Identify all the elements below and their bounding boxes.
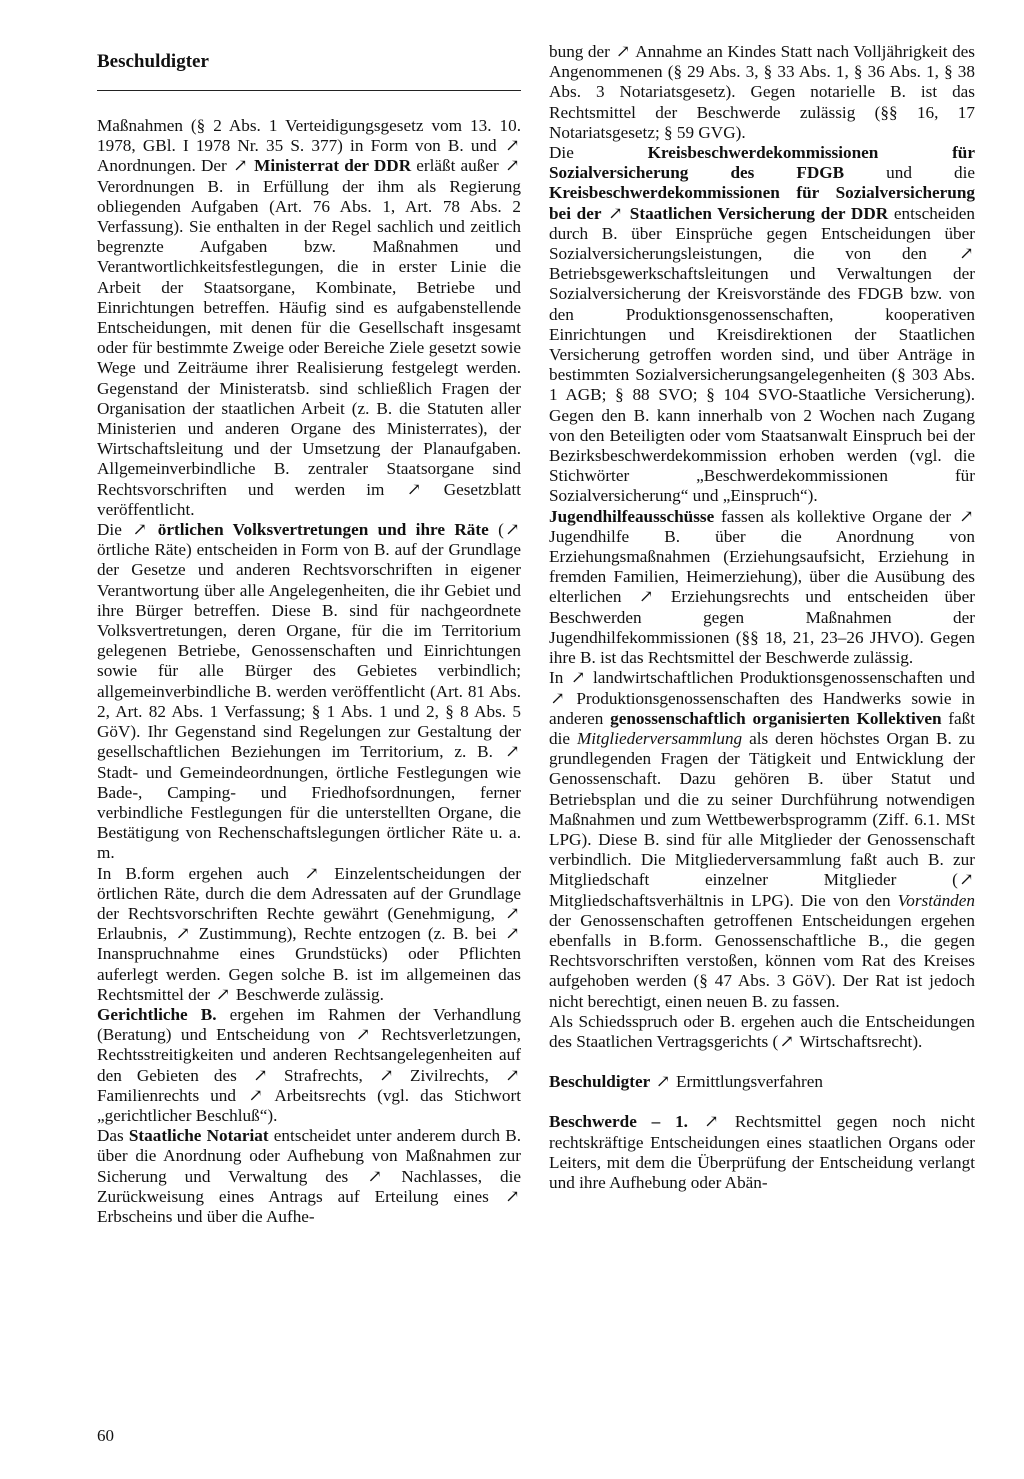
cross-reference-arrow-icon: ↗ [304, 863, 319, 883]
text-run: fassen als kollektive Organe der [714, 506, 958, 526]
text-run: Die [549, 143, 648, 163]
cross-reference-arrow-icon: ↗ [505, 924, 520, 944]
cross-reference-arrow-icon: ↗ [550, 688, 565, 708]
paragraph [97, 116, 521, 520]
text-run: Die [97, 520, 132, 540]
paragraph [549, 1072, 975, 1092]
paragraph [549, 42, 975, 143]
running-header: Beschuldigter [97, 51, 209, 72]
cross-reference-arrow-icon: ↗ [233, 156, 248, 176]
paragraph [97, 864, 521, 1005]
cross-reference-arrow-icon: ↗ [248, 1085, 263, 1105]
cross-reference-arrow-icon: ↗ [215, 984, 231, 1004]
cross-reference-arrow-icon: ↗ [959, 244, 974, 264]
bold-term: Beschuldigter [549, 1072, 651, 1092]
cross-reference-arrow-icon: ↗ [704, 1112, 719, 1132]
cross-reference-arrow-icon: ↗ [406, 479, 422, 499]
cross-reference-arrow-icon: ↗ [505, 520, 520, 540]
text-run: Nachlasses, die Zurückweisung eines Antrags auf Erteilung eines [97, 1166, 521, 1206]
text-run: In B.form ergehen auch [97, 863, 304, 883]
text-run: Verordnungen B. in Erfüllung der ihm als Regierung obliegenden Aufgaben (Art. 76 Abs. 1, Art. 78 Abs. 2 Verfassung). Sie enthalten in der Regel sachlich und zeitlich begrenzte Aufgaben bzw. Maßnahmen und Verantwortlichkeitsfestlegungen, die in erster Linie die Arbeit der Staatsorgane, Kombinate, Betriebe und Einrichtungen betreffen. Häufig sind es aufgabenstellende Entscheidungen, mit denen für die Gesellschaft insgesamt oder für bestimmte Zweige oder Bereiche Ziele gesetzt sowie Wege und Zeiträume ihrer Realisierung festgelegt werden. Gegenstand der Ministeratsb. sind schließlich Fragen der Organisation der staatlichen Arbeit (z. B. die Statuten aller Ministerien und anderen Organe des Ministerrates), der Wirtschaftsleitung und der Umsetzung der Planaufgaben. Allgemeinverbindliche B. zentraler Staatsorgane sind Rechtsvorschriften und werden im [97, 176, 521, 499]
cross-reference-arrow-icon: ↗ [655, 1072, 671, 1092]
cross-reference-arrow-icon: ↗ [355, 1025, 371, 1045]
text-run: Anordnungen. Der [97, 156, 232, 176]
paragraph [97, 520, 521, 863]
text-run: Familienrechts und [97, 1085, 248, 1105]
text-run: entscheidet unter anderem durch B. über die Anordnung oder Aufhebung von Maßnahmen zur Sicherung und Verwaltung des [97, 1126, 522, 1186]
text-run: Rechtsmittel gegen noch nicht rechtskräftige Entscheidungen eines staatlichen Organs oder Leiters, mit dem die Überprüfung der Entscheidung verlangt und ihre Aufhebung oder Abän- [549, 1112, 975, 1192]
cross-reference-arrow-icon: ↗ [505, 136, 520, 156]
bold-term: genossenschaftlich organisierten Kollektiven [610, 708, 942, 728]
paragraph [549, 1112, 975, 1193]
bold-term: Gerichtliche B. [97, 1004, 217, 1024]
text-run: örtliche Räte) entscheiden in Form von B. auf der Grundlage der Gesetze und anderen Rechtsvorschriften in eigener Verantwortung über alle Angelegenheiten, die ihr Gebiet und ihre Bürger betreffen. Diese B. sind für nachgeordnete Volksvertretungen, deren Organe, für die im Territorium gelegenen Betriebe, Genossenschaften und Einrichtungen sowie für alle Bürger des Gebietes verbindlich; allgemeinverbindliche B. werden veröffentlicht (Art. 81 Abs. 2, Art. 82 Abs. 1 Verfassung; § 1 Abs. 1 und 2, § 8 Abs. 5 GöV). Ihr Gegenstand sind Regelungen zur Gestaltung der gesellschaftlichen Beziehungen im Territorium, z. B. [97, 540, 521, 762]
text-run: Wirtschaftsrecht). [795, 1031, 923, 1051]
paragraph [549, 507, 975, 669]
right-column [549, 42, 975, 1193]
cross-reference-arrow-icon: ↗ [779, 1031, 795, 1051]
bold-term: örtlichen Volksvertretungen und ihre Räte [157, 520, 489, 540]
text-run: Arbeitsrechts (vgl. das Stichwort „gerichtlicher Beschluß“). [97, 1085, 521, 1125]
text-run: Strafrechts, [269, 1065, 378, 1085]
bold-term: Kreisbeschwerdekommissionen für Sozialversicherung des FDGB [549, 143, 975, 183]
text-run: Produktionsgenossenschaften des Handwerks sowie in anderen [549, 688, 975, 728]
cross-reference-arrow-icon: ↗ [959, 870, 974, 890]
cross-reference-arrow-icon: ↗ [132, 520, 147, 540]
text-run: entscheiden durch B. über Einsprüche gegen Entscheidungen über Sozialversicherungsleistungen, die von den [549, 203, 976, 264]
bold-term: Kreisbeschwerdekommissionen für Sozialversicherung bei der [549, 183, 975, 223]
left-column [97, 116, 521, 1227]
text-run: Zustimmung), Rechte entzogen (z. B. bei [191, 924, 504, 944]
cross-reference-arrow-icon: ↗ [175, 924, 191, 944]
text-run: In [549, 668, 570, 688]
cross-reference-arrow-icon: ↗ [379, 1065, 394, 1085]
text-run: erläßt außer [411, 156, 504, 176]
cross-reference-arrow-icon: ↗ [253, 1065, 268, 1085]
text-run: Beschwerde zulässig. [231, 984, 384, 1004]
text-run: Betriebsgewerkschaftsleitungen und Verwaltungen der Sozialversicherung der Kreisvorstände des FDGB bzw. von den Produktionsgenossenschaften, kooperativen Einrichtungen und Kreisdirektionen der Staatlichen Versicherung getroffen worden sind, und über Anträge in bestimmten Sozialversicherungsangelegenheiten (§ 303 Abs. 1 AGB; § 88 SVO; § 104 SVO-Staatliche Versicherung). Gegen den B. kann innerhalb von 2 Wochen nach Zugang von den Beteiligten oder vom Staatsanwalt Einspruch bei der Bezirksbeschwerdekommission erhoben werden (vgl. die Stichwörter „Beschwerdekommissionen für Sozialversicherung“ und „Einspruch“). [549, 264, 975, 506]
bold-term: Beschwerde – 1. [549, 1112, 688, 1132]
cross-reference-arrow-icon: ↗ [615, 42, 631, 61]
italic-term: Vorständen [897, 890, 975, 910]
text-run: Zivilrechts, [395, 1065, 504, 1085]
paragraph [549, 1012, 975, 1052]
bold-term: Jugendhilfeausschüsse [549, 506, 715, 526]
text-run: Einzelentscheidungen der örtlichen Räte, durch die dem Adressaten auf der Grundlage der Rechtsvorschriften Rechte gewährt (Genehmigung, [97, 863, 522, 923]
cross-reference-arrow-icon: ↗ [608, 203, 623, 223]
text-run: Erlaubnis, [97, 924, 175, 944]
text-run: Inanspruchnahme eines Grundstücks) oder Pflichten auferlegt werden. Gegen solche B. ist im allgemeinen das Rechtsmittel der [97, 944, 521, 1004]
text-run [688, 1112, 703, 1131]
text-run: Mitgliedschaftsverhältnis in LPG). Die von den [549, 890, 898, 910]
cross-reference-arrow-icon: ↗ [505, 742, 520, 762]
cross-reference-arrow-icon: ↗ [367, 1166, 382, 1186]
text-run: Ermittlungsverfahren [671, 1072, 824, 1092]
text-run: ergehen im Rahmen der Verhandlung (Beratung) und Entscheidung von [97, 1004, 521, 1045]
text-run: Erziehungsrechts und entscheiden über Beschwerden gegen Maßnahmen der Jugendhilfekommissionen (§§ 18, 21, 23–26 JHVO). Gegen ihre B. ist das Rechtsmittel der Beschwerde zulässig. [549, 587, 975, 668]
text-run: Jugendhilfe B. über die Anordnung von Erziehungsmaßnahmen (Erziehungsaufsicht, Erziehung in fremden Familien, Heimerziehung), über die Ausübung des elterlichen [549, 526, 975, 607]
text-run: als deren höchstes Organ B. zu grundlegenden Fragen der Tätigkeit und Entwicklung der Genossenschaft. Dazu gehören B. über Statut und Betriebsplan und die zu seiner Durchführung notwendigen Maßnahmen und zum Wettbewerbsprogramm (Ziff. 6.1. MSt LPG). Diese B. sind für alle Mitglieder der Genossenschaft verbindlich. Die Mitgliederversammlung faßt auch B. zur Mitgliedschaft einzelner Mitglieder ( [549, 728, 976, 890]
text-run: Als Schiedsspruch oder B. ergehen auch die Entscheidungen des Staatlichen Vertragsgerichts ( [549, 1011, 975, 1051]
text-run: Annahme an Kindes Statt nach Volljährigkeit des Angenommenen (§ 29 Abs. 3, § 33 Abs. 1, § 36 Abs. 1, § 38 Abs. 3 Notariatsgesetz). Gegen notarielle B. ist das Rechtsmittel der Beschwerde zulässig (§§ 16, 17 Notariatsgesetz; § 59 GVG). [549, 42, 975, 142]
text-run: Gesetzblatt veröffentlicht. [97, 479, 522, 519]
text-run: landwirtschaftlichen Produktionsgenossenschaften und [586, 668, 975, 688]
text-run: der Genossenschaften getroffenen Entscheidungen ergehen ebenfalls in B.form. Genossenschaftliche B., die gegen Rechtsvorschriften verstoßen, können vom Rat des Kreises aufgehoben werden (§ 47 Abs. 3 GöV). Der Rat ist jedoch nicht berechtigt, einen neuen B. zu fassen. [549, 910, 975, 1011]
paragraph [97, 1005, 521, 1126]
italic-term: Mitgliederversammlung [576, 728, 743, 748]
text-run: Rechtsverletzungen, Rechtsstreitigkeiten und anderen Rechtsangelegenheiten auf den Gebieten des [97, 1025, 521, 1085]
cross-reference-arrow-icon: ↗ [505, 1186, 520, 1206]
cross-reference-arrow-icon: ↗ [505, 1065, 520, 1085]
text-run: Das [97, 1126, 129, 1146]
text-run: Stadt- und Gemeindeordnungen, örtliche Festlegungen wie Bade-, Camping- und Friedhofsordnungen, ferner verbindliche Festlegungen für die unterstellten Organe, die Bestätigung von Rechenschaftslegungen örtlicher Räte u. a. m. [97, 762, 521, 863]
text-run: und die [844, 163, 975, 183]
paragraph [549, 143, 975, 507]
cross-reference-arrow-icon: ↗ [505, 156, 520, 176]
text-run: Maßnahmen (§ 2 Abs. 1 Verteidigungsgesetz vom 13. 10. 1978, GBl. I 1978 Nr. 35 S. 377) in Form von B. und [97, 116, 521, 156]
bold-term: Staatliche Notariat [128, 1126, 269, 1146]
text-run: ( [488, 520, 504, 540]
text-run [148, 520, 157, 539]
bold-term: Staatlichen Versicherung der DDR [629, 203, 889, 223]
text-run: Erbscheins und über die Aufhe- [97, 1206, 315, 1226]
header-rule [97, 90, 521, 91]
text-run: faßt die [549, 708, 975, 748]
text-run: bung der [549, 42, 615, 61]
bold-term: Ministerrat der DDR [254, 156, 412, 176]
paragraph [549, 668, 975, 1011]
page-number: 60 [97, 1426, 114, 1445]
cross-reference-arrow-icon: ↗ [570, 668, 586, 688]
cross-reference-arrow-icon: ↗ [505, 903, 520, 923]
cross-reference-arrow-icon: ↗ [639, 587, 654, 607]
cross-reference-arrow-icon: ↗ [959, 506, 974, 526]
paragraph [97, 1126, 521, 1227]
